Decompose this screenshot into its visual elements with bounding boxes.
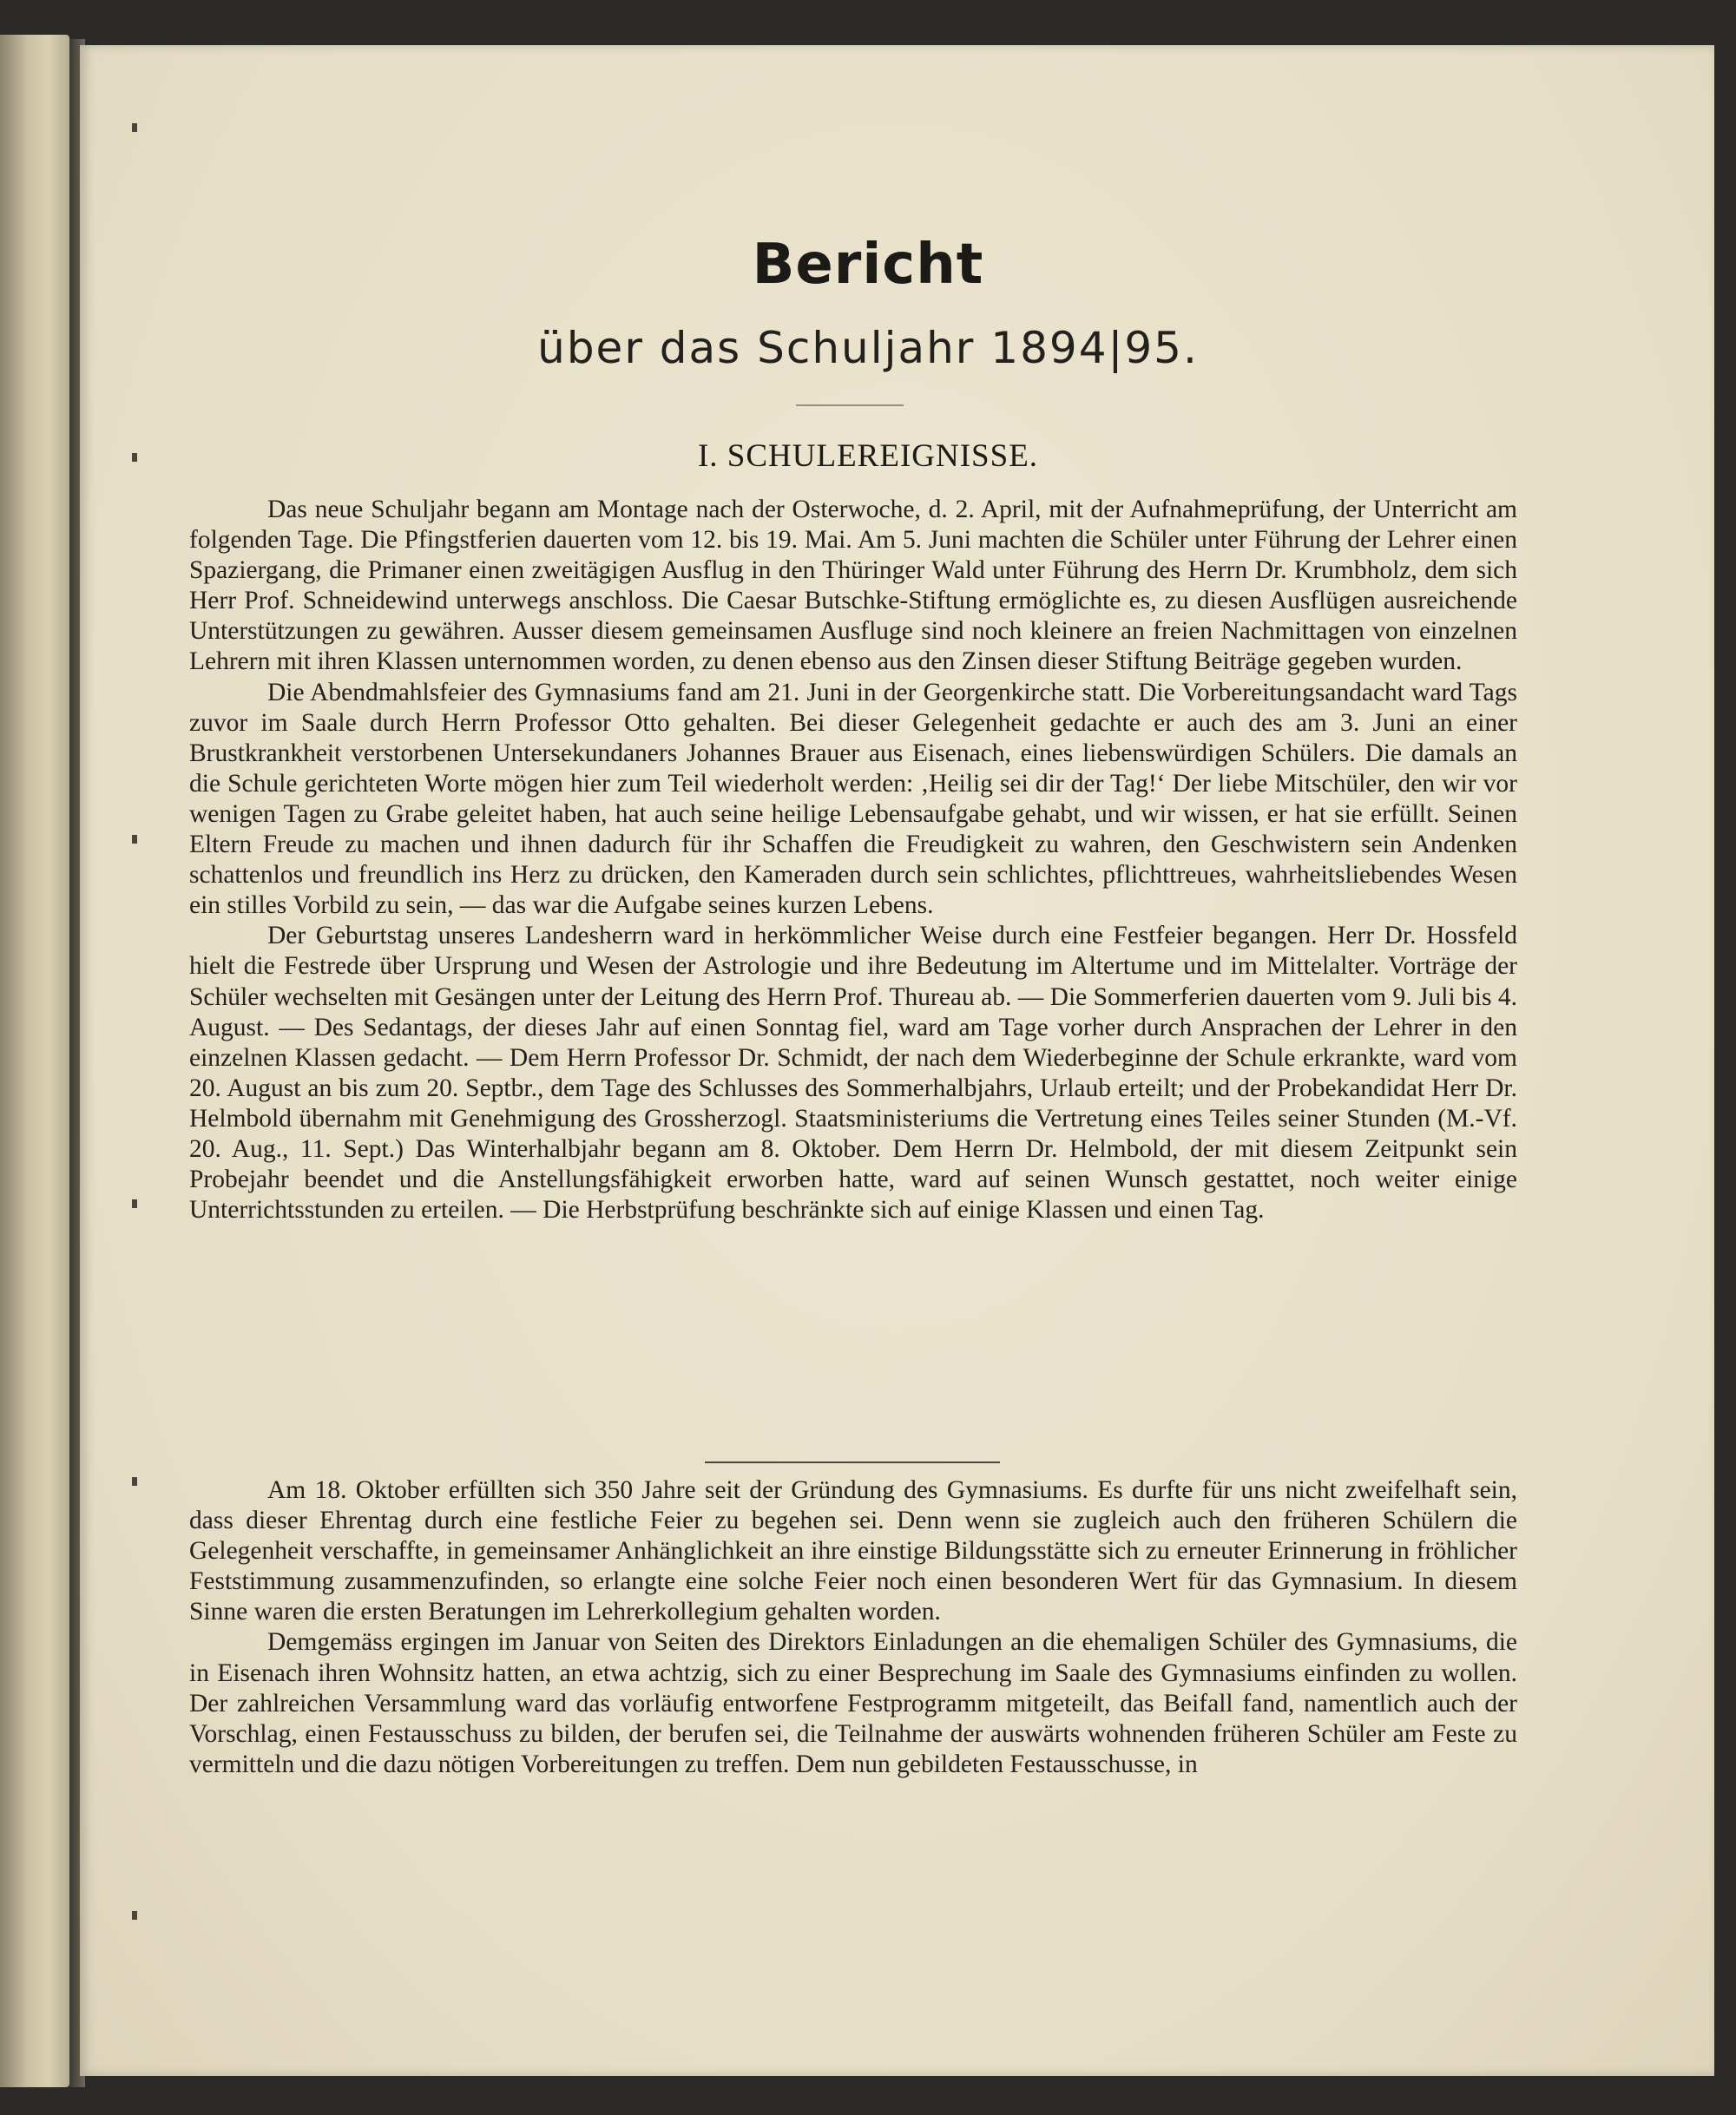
page-subtitle: über das Schuljahr 1894|95. [537,323,1199,373]
binding-mark [132,123,137,132]
section-heading: I. SCHULEREIGNISSE. [697,438,1039,474]
binding-mark [132,835,137,844]
title-divider [796,404,904,406]
body-text-part-two [189,1475,1517,1780]
binding-mark [132,1911,137,1920]
paragraph: Das neue Schuljahr begann am Montage nach der Osterwoche, d. 2. April, mit der Aufnahmeprüfung, der Unterricht am folgenden Tage. Die Pfingstferien dauerten vom 12. bis 19. Mai. Am 5. Juni machten die Schüler unter Führung der Lehrer einen Spaziergang, die Primaner einen zweitägigen Ausflug in den Thüringer Wald unter Führung des Herrn Dr. Krumbholz, dem sich Herr Prof. Schneidewind unterwegs anschloss. Die Caesar Butschke-Stiftung ermöglichte es, zu diesen Ausflügen ausreichende Unterstützungen zu gewähren. Ausser diesem gemeinsamen Ausfluge sind noch kleinere an freien Nachmittagen von einzelnen Lehrern mit ihren Klassen unternommen worden, zu denen ebenso aus den Zinsen dieser Stiftung Beiträge gegeben wurden. [189,496,1517,676]
binding-mark [132,1199,137,1208]
paragraph: Die Abendmahlsfeier des Gymnasiums fand am 21. Juni in der Georgenkirche statt. Die Vorbereitungsandacht ward Tags zuvor im Saale durch Herrn Professor Otto gehalten. Bei dieser Gelegenheit gedachte er auch des am 3. Juni an einer Brustkrankheit verstorbenen Untersekundaners Johannes Brauer aus Eisenach, eines liebenswürdigen Schülers. Die damals an die Schule gerichteten Worte mögen hier zum Teil wiederholt werden: ‚Heilig sei dir der Tag!‘ Der liebe Mitschüler, den wir vor wenigen Tagen zu Grabe geleitet haben, hat auch seine heilige Lebensaufgabe gehabt, und wir wissen, er hat sie erfüllt. Seinen Eltern Freude zu machen und ihnen dadurch für ihr Schaffen die Freudigkeit zu wahren, den Geschwistern sein Andenken schattenlos und freundlich ins Herz zu drücken, den Kameraden durch sein schlichtes, pflichttreues, wahrheitsliebendes Wesen ein stilles Vorbild zu sein, — das war die Aufgabe seines kurzen Lebens. [189,678,1517,920]
body-text-part-one [189,495,1517,1225]
paragraph: Demgemäss ergingen im Januar von Seiten des Direktors Einladungen an die ehemaligen Schüler des Gymnasiums, die in Eisenach ihren Wohnsitz hatten, an etwa achtzig, sich zu einer Besprechung im Saale des Gymnasiums einfinden zu wollen. Der zahlreichen Versammlung ward das vorläufig entworfene Festprogramm mitgeteilt, das Beifall fand, namentlich auch der Vorschlag, einen Festausschuss zu bilden, der berufen sei, die Teilnahme der auswärts wohnenden früheren Schüler am Feste zu vermitteln und die dazu nötigen Vorbereitungen zu treffen. Dem nun gebildeten Festausschusse, in [189,1628,1517,1778]
paragraph: Der Geburtstag unseres Landesherrn ward in herkömmlicher Weise durch eine Festfeier begangen. Herr Dr. Hossfeld hielt die Festrede über Ursprung und Wesen der Astrologie und ihre Bedeutung im Altertume und im Mittelalter. Vorträge der Schüler wechselten mit Gesängen unter der Leitung des Herrn Prof. Thureau ab. — Die Sommerferien dauerten vom 9. Juli bis 4. August. — Des Sedantags, der dieses Jahr auf einen Sonntag fiel, ward am Tage vorher durch Ansprachen der Lehrer in den einzelnen Klassen gedacht. — Dem Herrn Professor Dr. Schmidt, der nach dem Wiederbeginne der Schule erkrankte, ward vom 20. August an bis zum 20. Septbr., dem Tage des Schlusses des Sommerhalbjahrs, Urlaub erteilt; und der Probekandidat Herr Dr. Helmbold übernahm mit Genehmigung des Grossherzogl. Staatsministeriums die Vertretung eines Teiles seiner Stunden (M.-Vf. 20. Aug., 11. Sept.) Das Winterhalbjahr begann am 8. Oktober. Dem Herrn Dr. Helmbold, der mit diesem Zeitpunkt sein Probejahr beendet und die Anstellungsfähigkeit erworben hatte, ward auf seinen Wunsch gestattet, noch weiter einige Unterrichtsstunden zu erteilen. — Die Herbstprüfung beschränkte sich auf einige Klassen und einen Tag. [189,922,1517,1225]
paragraph: Am 18. Oktober erfüllten sich 350 Jahre seit der Gründung des Gymnasiums. Es durfte für uns nicht zweifelhaft sein, dass dieser Ehrentag durch eine festliche Feier zu begehen sei. Denn wenn sie zugleich auch den früheren Schülern die Gelegenheit verschaffte, in gemeinsamer Anhänglichkeit an ihre einstige Bildungsstätte sich zu erneuter Erinnerung in fröhlicher Feststimmung zusammenzufinden, so erlangte eine solche Feier noch einen besonderen Wert für das Gymnasium. In diesem Sinne waren die ersten Beratungen im Lehrerkollegium gehalten worden. [189,1476,1517,1626]
section-divider [705,1461,1000,1463]
binding-mark [132,1477,137,1486]
page-title: Bericht [752,233,984,297]
